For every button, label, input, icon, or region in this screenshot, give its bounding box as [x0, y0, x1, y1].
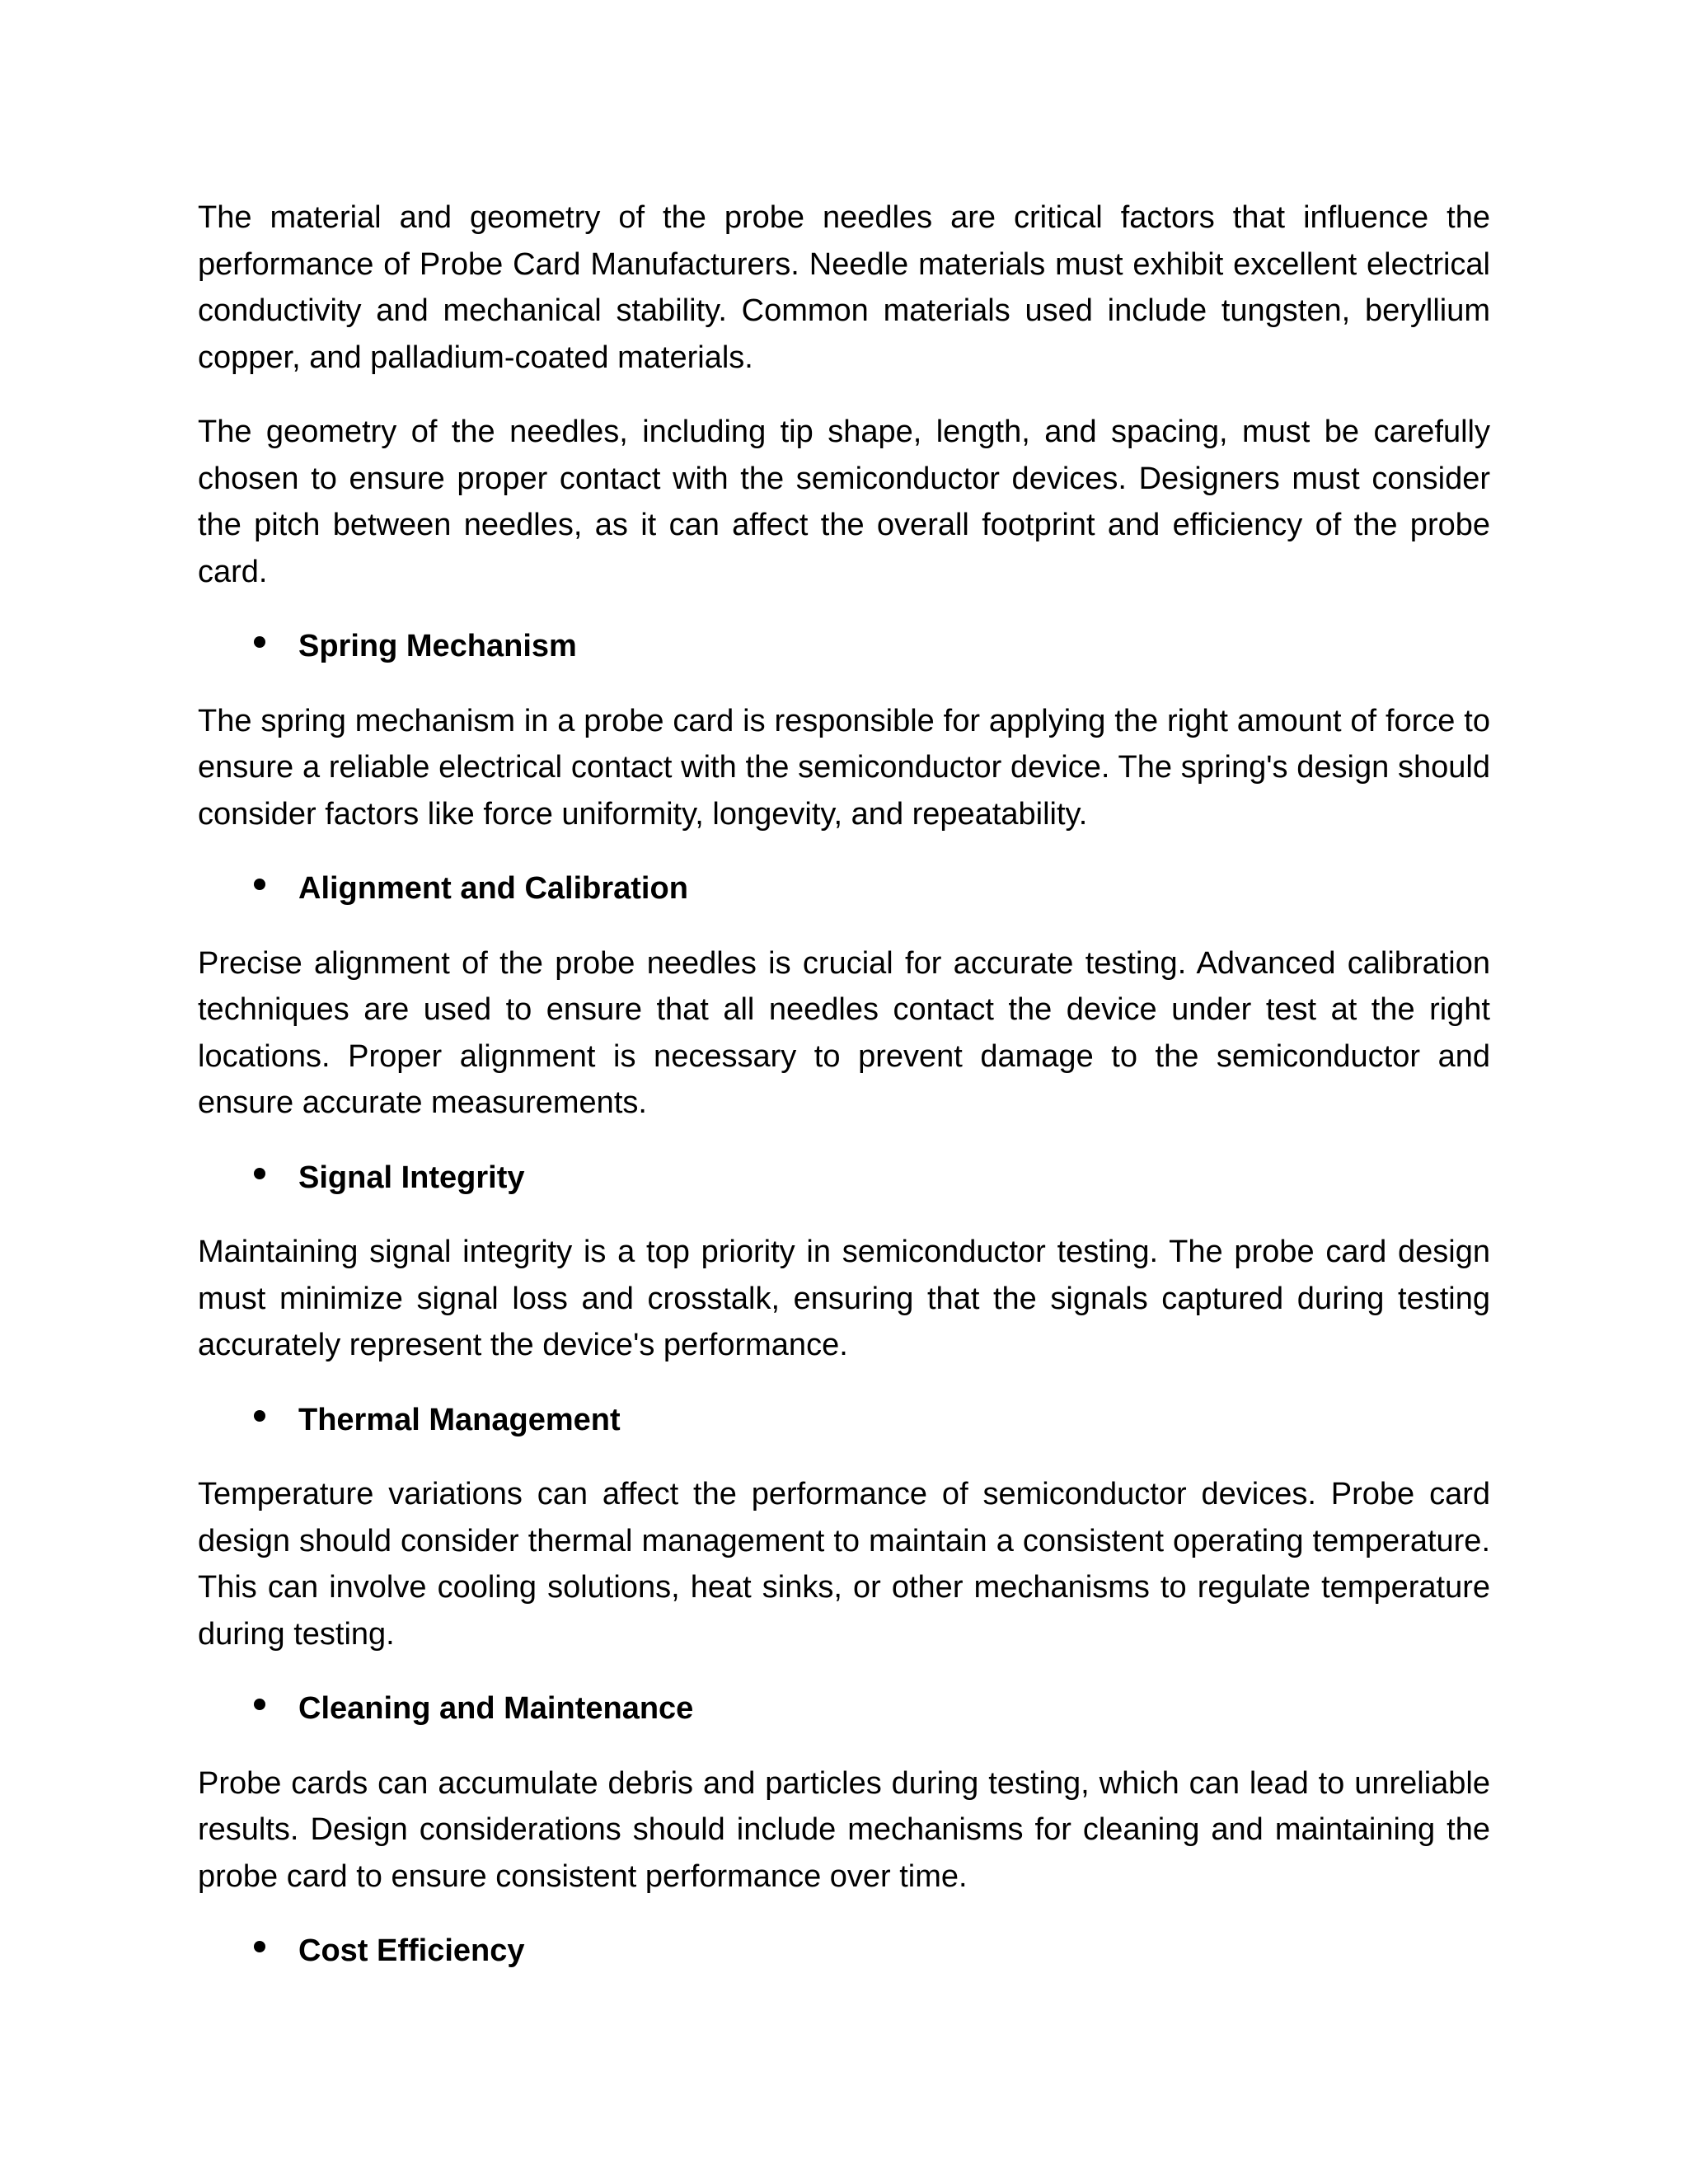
bullet-heading-text: Cleaning and Maintenance	[298, 1691, 694, 1726]
bullet-icon	[254, 1699, 265, 1710]
document-page	[198, 194, 1490, 2003]
bullet-icon	[254, 636, 265, 648]
bullet-heading-signal-integrity	[198, 1155, 1490, 1202]
bullet-icon	[254, 1941, 265, 1952]
bullet-heading-cleaning-maintenance	[198, 1685, 1490, 1732]
bullet-heading-text: Alignment and Calibration	[298, 871, 688, 906]
bullet-heading-cost-efficiency	[198, 1928, 1490, 1975]
bullet-heading-text: Signal Integrity	[298, 1160, 525, 1195]
bullet-heading-spring-mechanism	[198, 623, 1490, 670]
bullet-heading-text: Spring Mechanism	[298, 629, 577, 663]
paragraph-spring-mechanism: The spring mechanism in a probe card is responsible for applying the right amount of force to ensure a reliable electrical contact with the semiconductor device. The spring's design should consider factors like force uniformity, longevity, and repeatability.	[198, 703, 1490, 832]
bullet-heading-text: Cost Efficiency	[298, 1933, 525, 1968]
bullet-heading-alignment-calibration	[198, 865, 1490, 912]
bullet-heading-text: Thermal Management	[298, 1402, 621, 1437]
bullet-heading-thermal-management	[198, 1397, 1490, 1444]
paragraph-signal-integrity: Maintaining signal integrity is a top priority in semiconductor testing. The probe card design must minimize signal loss and crosstalk, ensuring that the signals captured during testing accurately represent the device's performance.	[198, 1235, 1490, 1362]
paragraph-cleaning-maintenance: Probe cards can accumulate debris and particles during testing, which can lead to unreliable results. Design considerations should include mechanisms for cleaning and maintaining the probe card to ensure consistent performance over time.	[198, 1765, 1490, 1894]
bullet-icon	[254, 1410, 265, 1422]
paragraph-needle-geometry: The geometry of the needles, including tip shape, length, and spacing, must be carefully chosen to ensure proper contact with the semiconductor devices. Designers must consider the pitch between needles, as it can affect the overall footprint and efficiency of the probe card.	[198, 415, 1490, 589]
paragraph-needle-materials: The material and geometry of the probe needles are critical factors that influence the performance of Probe Card Manufacturers. Needle materials must exhibit excellent electrical conductivity and mechanical stability. Common materials used include tungsten, beryllium copper, and palladium-coated materials.	[198, 200, 1490, 375]
paragraph-alignment-calibration: Precise alignment of the probe needles is crucial for accurate testing. Advanced calibration techniques are used to ensure that all needles contact the device under test at the right locations. Proper alignment is necessary to prevent damage to the semiconductor and ensure accurate measurements.	[198, 945, 1490, 1120]
bullet-icon	[254, 1168, 265, 1179]
paragraph-thermal-management: Temperature variations can affect the performance of semiconductor devices. Probe card design should consider thermal management to maintain a consistent operating temperature. This can involve cooling solutions, heat sinks, or other mechanisms to regulate temperature during testing.	[198, 1477, 1490, 1652]
bullet-icon	[254, 879, 265, 890]
